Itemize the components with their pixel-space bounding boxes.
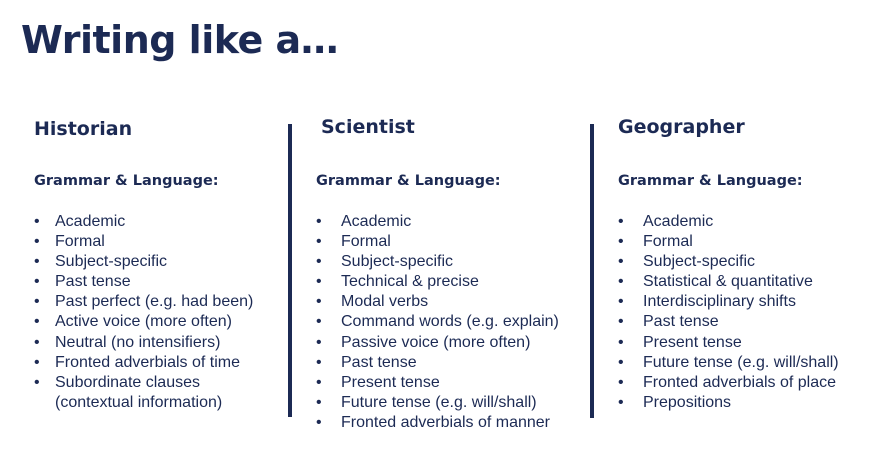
column-divider-1 [288, 124, 292, 417]
list-item: • Formal [618, 232, 839, 252]
column-divider-2 [590, 124, 594, 418]
list-item: • Active voice (more often) [34, 312, 253, 332]
list-item: • Academic [618, 212, 839, 232]
list-item: • Academic [316, 212, 559, 232]
list-item: • Past tense [618, 312, 839, 332]
page-title: Writing like a… [21, 18, 339, 62]
list-item: • Fronted adverbials of manner [316, 413, 559, 433]
list-item: • Fronted adverbials of place [618, 373, 839, 393]
list-item: • Subordinate clauses [34, 373, 253, 393]
list-item: • Past tense [316, 353, 559, 373]
list-item: • Modal verbs [316, 292, 559, 312]
list-item: • Technical & precise [316, 272, 559, 292]
scientist-grammar-heading: Grammar & Language: [316, 173, 501, 189]
list-item: • Future tense (e.g. will/shall) [316, 393, 559, 413]
list-item: • Subject-specific [34, 252, 253, 272]
list-item: • Past perfect (e.g. had been) [34, 292, 253, 312]
list-item: • Academic [34, 212, 253, 232]
list-item: • Formal [316, 232, 559, 252]
scientist-heading: Scientist [321, 116, 415, 138]
historian-grammar-heading: Grammar & Language: [34, 173, 219, 189]
list-item: • Present tense [618, 333, 839, 353]
list-item: • Present tense [316, 373, 559, 393]
list-item: • Fronted adverbials of time [34, 353, 253, 373]
list-item: • Subject-specific [316, 252, 559, 272]
list-item: • Past tense [34, 272, 253, 292]
scientist-list [316, 212, 559, 433]
list-item: • Future tense (e.g. will/shall) [618, 353, 839, 373]
list-item: • Prepositions [618, 393, 839, 413]
list-item: • Passive voice (more often) [316, 333, 559, 353]
list-item-continuation: (contextual information) [55, 393, 223, 411]
historian-heading: Historian [34, 118, 133, 140]
historian-list [34, 212, 253, 413]
list-item: • Command words (e.g. explain) [316, 312, 559, 332]
geographer-grammar-heading: Grammar & Language: [618, 173, 803, 189]
list-item: • Formal [34, 232, 253, 252]
list-item: • Neutral (no intensifiers) [34, 333, 253, 353]
list-item: • Statistical & quantitative [618, 272, 839, 292]
list-item: • Subject-specific [618, 252, 839, 272]
geographer-heading: Geographer [618, 116, 745, 138]
geographer-list [618, 212, 839, 413]
list-item: • Interdisciplinary shifts [618, 292, 839, 312]
